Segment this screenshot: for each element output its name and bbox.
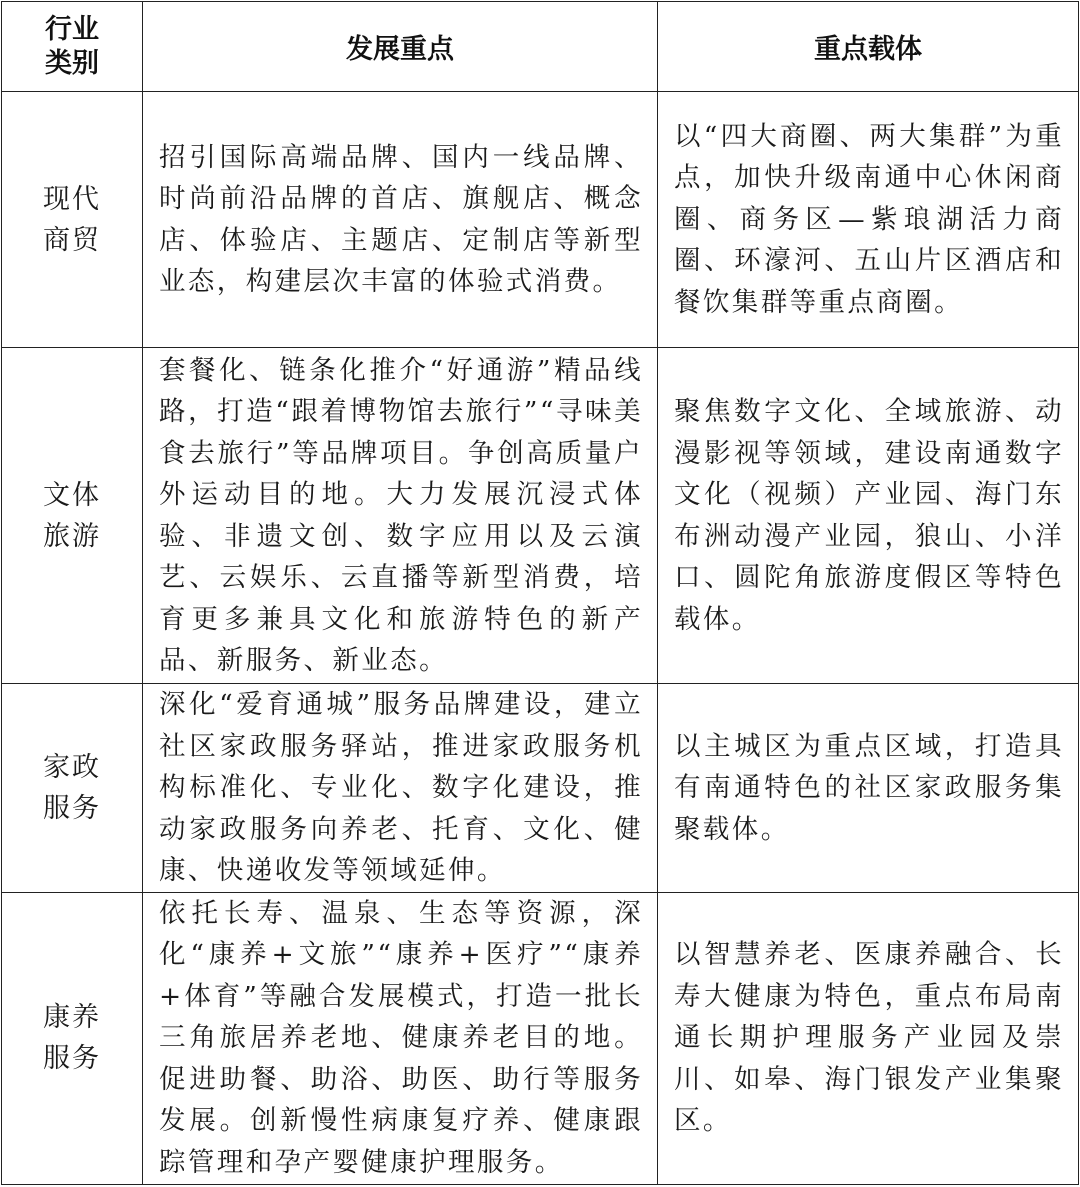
table-row xyxy=(2,348,1079,684)
category-line1: 家政 xyxy=(43,751,101,783)
carrier-cell: 聚焦数字文化、全域旅游、动漫影视等领域，建设南通数字文化（视频）产业园、海门东布洲动漫产业园，狼山、小洋口、圆陀角旅游度假区等特色载体。 xyxy=(658,348,1079,684)
header-category-line1: 行业 xyxy=(45,13,99,45)
category-cell xyxy=(2,892,143,1184)
focus-cell: 深化“爱育通城”服务品牌建设，建立社区家政服务驿站，推进家政服务机构标准化、专业化、数字化建设，推动家政服务向养老、托育、文化、健康、快递收发等领域延伸。 xyxy=(143,684,658,893)
carrier-cell: 以“四大商圈、两大集群”为重点，加快升级南通中心休闲商圈、商务区—紫琅湖活力商圈、环濠河、五山片区酒店和餐饮集群等重点商圈。 xyxy=(658,92,1079,348)
carrier-cell: 以智慧养老、医康养融合、长寿大健康为特色，重点布局南通长期护理服务产业园及崇川、如皋、海门银发产业集聚区。 xyxy=(658,892,1079,1184)
table-row xyxy=(2,684,1079,893)
carrier-cell: 以主城区为重点区域，打造具有南通特色的社区家政服务集聚载体。 xyxy=(658,684,1079,893)
category-line1: 康养 xyxy=(43,1002,101,1033)
header-focus: 发展重点 xyxy=(143,2,658,92)
category-cell xyxy=(2,348,143,684)
focus-cell: 依托长寿、温泉、生态等资源，深化“康养+文旅”“康养+医疗”“康养+体育”等融合发展模式，打造一批长三角旅居养老地、健康养老目的地。促进助餐、助浴、助医、助行等服务发展。创新慢性病康复疗养、健康跟踪管理和孕产婴健康护理服务。 xyxy=(143,892,658,1184)
category-line1: 文体 xyxy=(43,479,101,511)
table-row xyxy=(2,92,1079,348)
header-category xyxy=(2,2,143,92)
category-cell xyxy=(2,92,143,348)
header-carrier: 重点载体 xyxy=(658,2,1079,92)
category-line2: 旅游 xyxy=(43,520,101,552)
focus-cell: 招引国际高端品牌、国内一线品牌、时尚前沿品牌的首店、旗舰店、概念店、体验店、主题店、定制店等新型业态，构建层次丰富的体验式消费。 xyxy=(143,92,658,348)
category-line2: 服务 xyxy=(43,1043,101,1074)
category-line2: 服务 xyxy=(43,792,101,824)
table-header-row xyxy=(2,2,1079,92)
category-line1: 现代 xyxy=(43,183,101,215)
category-cell xyxy=(2,684,143,893)
header-category-line2: 类别 xyxy=(45,47,99,79)
table-row xyxy=(2,892,1079,1184)
category-line2: 商贸 xyxy=(43,224,101,256)
focus-cell: 套餐化、链条化推介“好通游”精品线路，打造“跟着博物馆去旅行”“寻味美食去旅行”等品牌项目。争创高质量户外运动目的地。大力发展沉浸式体验、非遗文创、数字应用以及云演艺、云娱乐、云直播等新型消费，培育更多兼具文化和旅游特色的新产品、新服务、新业态。 xyxy=(143,348,658,684)
industry-table xyxy=(1,1,1079,1185)
